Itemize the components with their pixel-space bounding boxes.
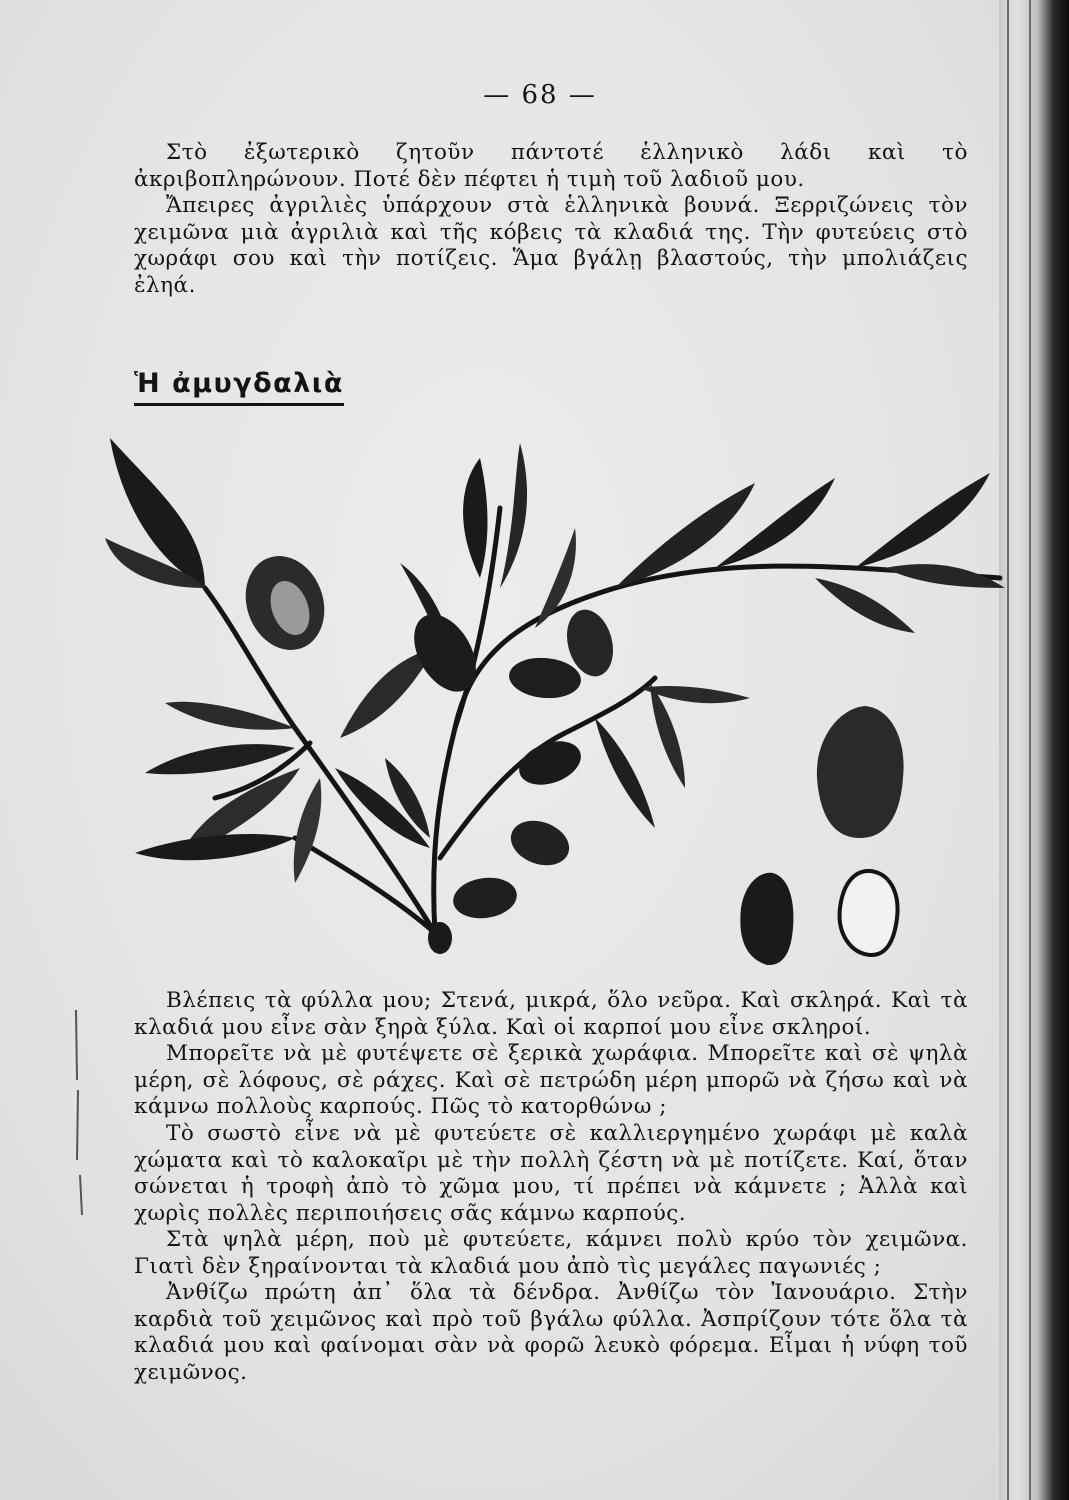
- section-title: Ἡ ἀμυγδαλιὰ: [134, 368, 344, 406]
- whole-almond-and-nuts: [740, 706, 903, 965]
- body-paragraph: [134, 1280, 968, 1386]
- body-paragraph: [134, 1041, 968, 1121]
- body-paragraph-text: Βλέπεις τὰ φύλλα μου; Στενά, μικρά, ὅλο νεῦρα. Καὶ σκληρά. Καὶ τὰ κλαδιά μου εἶνε σὰν ξηρὰ ξύλα. Καὶ οἱ καρποί μου εἶνε σκληροί.: [134, 988, 968, 1040]
- body-paragraph-text: Ἀνθίζω πρώτη ἀπ᾽ ὅλα τὰ δένδρα. Ἀνθίζω τὸν Ἰανουάριο. Στὴν καρδιὰ τοῦ χειμῶνος καὶ πρὸ τοῦ βγάλω φύλλα. Ἀσπρίζουν τότε ὅλα τὰ κλαδιά μου καὶ φαίνομαι σὰν νὰ φορῶ λευκὸ φόρεμα. Εἶμαι ἡ νύφη τοῦ χειμῶνος.: [134, 1280, 968, 1385]
- body-paragraph: [134, 1121, 968, 1227]
- body-paragraph: [134, 988, 968, 1041]
- intro-paragraph: [134, 140, 968, 193]
- body-paragraph-text: Τὸ σωστὸ εἶνε νὰ μὲ φυτεύετε σὲ καλλιεργημένο χωράφι μὲ καλὰ χώματα καὶ τὸ καλοκαῖρι μὲ τὴν πολλὴ ζέστη νὰ μὲ ποτίζετε. Καί, ὅταν σώνεται ἡ τροφὴ ἀπὸ τὸ χῶμα μου, τί πρέπει νὰ κάμνετε ; Ἀλλὰ καὶ χωρὶς πολλὲς περιποιήσεις σᾶς κάμνω καρπούς.: [134, 1121, 968, 1226]
- spine-edge-line: [1029, 0, 1031, 1500]
- intro-paragraph-text: Στὸ ἐξωτερικὸ ζητοῦν πάντοτέ ἑλληνικὸ λάδι καὶ τὸ ἀκριβοπληρώνουν. Ποτέ δὲν πέφτει ἡ τιμὴ τοῦ λαδιοῦ μου.: [134, 140, 968, 192]
- body-paragraph-text: Μπορεῖτε νὰ μὲ φυτέψετε σὲ ξερικὰ χωράφια. Μπορεῖτε καὶ σὲ ψηλὰ μέρη, σὲ λόφους, σὲ ράχες. Καὶ σὲ πετρώδη μέρη μπορῶ νὰ ζήσω καὶ νὰ κάμνω πολλοὺς καρπούς. Πῶς τὸ κατορθώνω ;: [134, 1041, 968, 1119]
- body-paragraph: [134, 1227, 968, 1280]
- page-number: — 68 —: [483, 80, 597, 110]
- wild-olive-paragraph: [134, 193, 968, 299]
- body-paragraph-text: Στὰ ψηλὰ μέρη, ποὺ μὲ φυτεύετε, κάμνει πολὺ κρύο τὸν χειμῶνα. Γιατὶ δὲν ξηραίνονται τὰ κλαδιά μου ἀπὸ τὶς μεγάλες παγωνιές ;: [134, 1227, 968, 1279]
- wild-olive-paragraph-text: Ἄπειρες ἀγριλιὲς ὑπάρχουν στὰ ἑλληνικὰ βουνά. Ξερριζώνεις τὸν χειμῶνα μιὰ ἀγριλιὰ καὶ τῆς κόβεις τὰ κλαδιά της. Τὴν φυτεύεις στὸ χωράφι σου καὶ τὴν ποτίζεις. Ἅμα βγάλῃ βλαστούς, τὴν μπολιάζεις ἐληά.: [134, 193, 968, 298]
- almond-branch-illustration: [95, 428, 1015, 968]
- margin-pencil-mark: [68, 1010, 98, 1220]
